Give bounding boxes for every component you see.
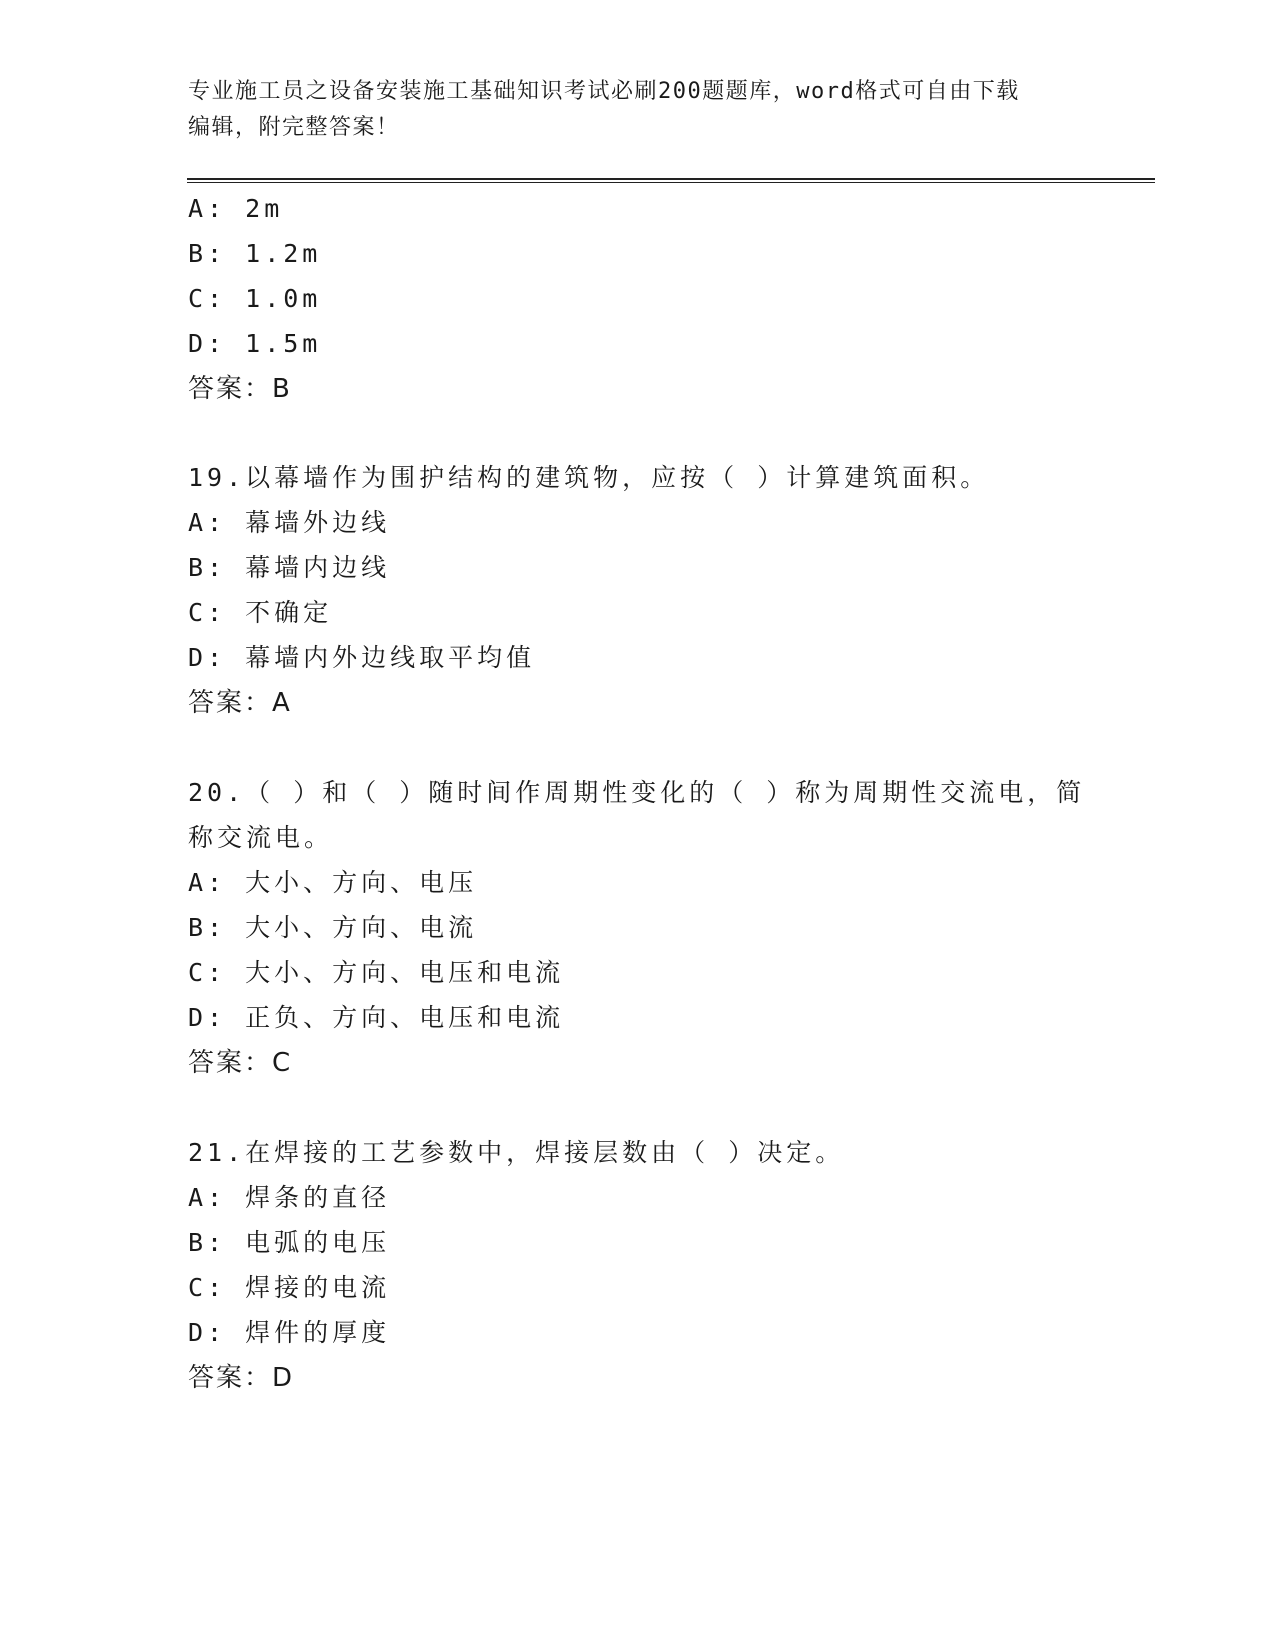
q18-option-b: B: 1.2m (188, 239, 322, 268)
q20-option-d: D: 正负、方向、电压和电流 (188, 1003, 565, 1032)
q21-answer: 答案：D (188, 1363, 295, 1393)
q20-option-a: A: 大小、方向、电压 (188, 868, 478, 897)
q19-option-b: B: 幕墙内边线 (188, 553, 391, 582)
q19-option-a: A: 幕墙外边线 (188, 508, 391, 537)
q18-option-a: A: 2m (188, 194, 284, 223)
q20-option-b: B: 大小、方向、电流 (188, 913, 478, 942)
q18-answer: 答案：B (188, 374, 292, 404)
q20-stem-line-2: 称交流电。 (188, 823, 334, 852)
header-line-1: 专业施工员之设备安装施工基础知识考试必刷200题题库，word格式可自由下载 (188, 79, 1020, 104)
q20-option-c: C: 大小、方向、电压和电流 (188, 958, 565, 987)
q21-stem: 21.在焊接的工艺参数中，焊接层数由（ ）决定。 (188, 1138, 845, 1167)
q21-option-d: D: 焊件的厚度 (188, 1318, 391, 1347)
header-divider-thin (187, 182, 1155, 183)
q18-option-c: C: 1.0m (188, 284, 322, 313)
q21-option-a: A: 焊条的直径 (188, 1183, 391, 1212)
q20-stem-line-1: 20.（ ）和（ ）随时间作周期性变化的（ ）称为周期性交流电，简 (188, 778, 1086, 807)
q20-answer: 答案：C (188, 1048, 293, 1078)
header-divider-thick (187, 178, 1155, 180)
q18-option-d: D: 1.5m (188, 329, 322, 358)
q19-option-c: C: 不确定 (188, 598, 333, 627)
q21-option-b: B: 电弧的电压 (188, 1228, 391, 1257)
header-line-2: 编辑，附完整答案！ (188, 115, 400, 140)
q19-answer: 答案：A (188, 688, 292, 718)
q19-stem: 19.以幕墙作为围护结构的建筑物，应按（ ）计算建筑面积。 (188, 463, 990, 492)
q19-option-d: D: 幕墙内外边线取平均值 (188, 643, 536, 672)
document-header (188, 74, 1088, 146)
q21-option-c: C: 焊接的电流 (188, 1273, 391, 1302)
